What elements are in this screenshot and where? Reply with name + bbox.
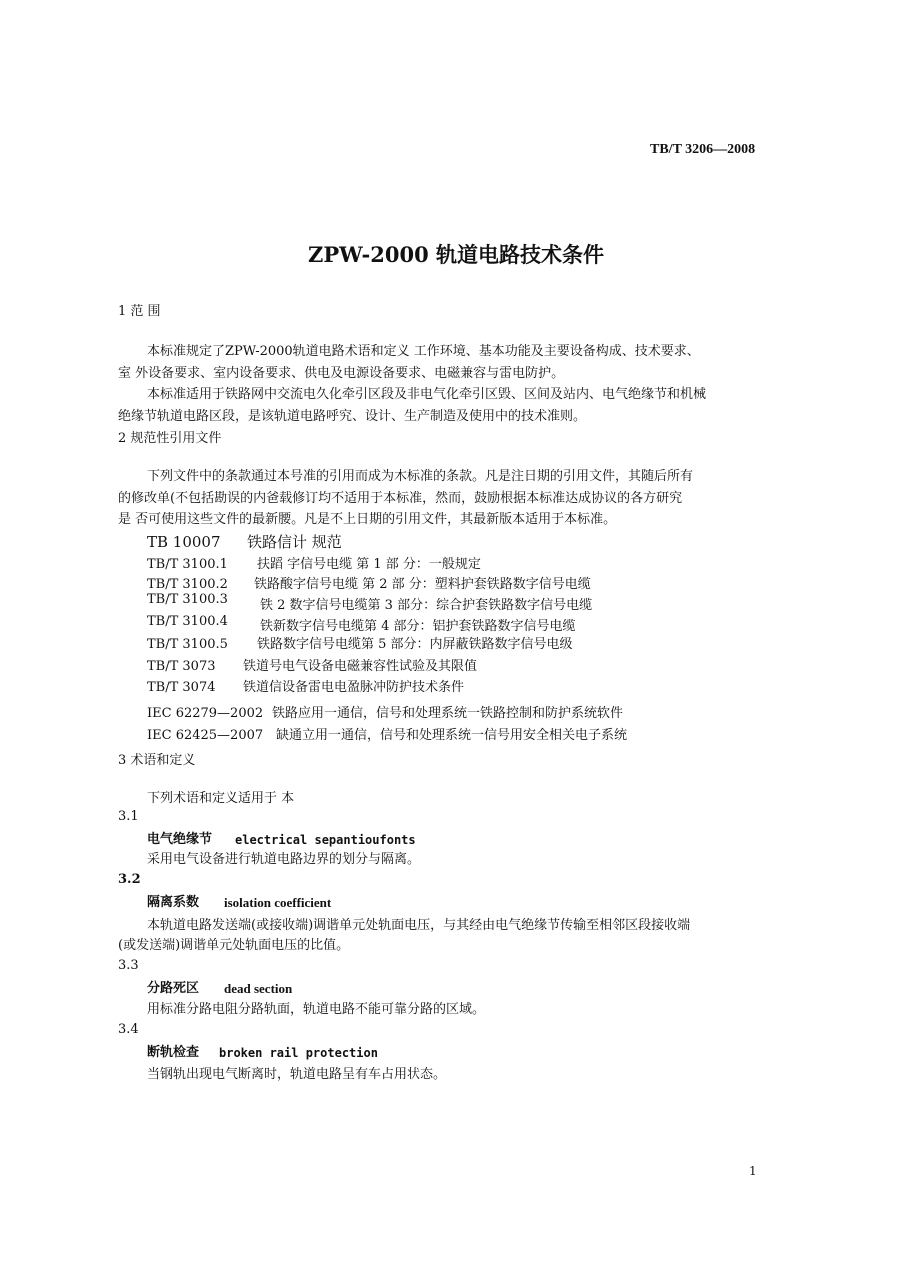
ref-code: TB/T 3100.3 xyxy=(147,592,228,607)
term-english: broken rail protection xyxy=(219,1046,378,1060)
term-definition: 用标准分路电阻分路轨面，轨道电路不能可靠分路的区域。 xyxy=(147,1002,486,1017)
standard-number: TB/T 3206—2008 xyxy=(650,142,756,157)
term-number: 3.3 xyxy=(118,958,139,973)
ref-title: 铁道号电气设备电磁兼容性试验及其限值 xyxy=(243,659,478,674)
term-name: 断轨检查 xyxy=(147,1045,200,1060)
sec2-intro-line3: 是 否可使用这些文件的最新腰。凡是不上日期的引用文件，其最新版本适用于本标准。 xyxy=(118,512,617,527)
ref-code: TB/T 3074 xyxy=(147,680,216,695)
sec3-intro: 下列术语和定义适用于 本 xyxy=(147,791,295,806)
sec2-intro-line1: 下列文件中的条款通过本号准的引用而成为木标准的条款。凡是注日期的引用文件，其随后所有 xyxy=(147,469,694,484)
sec1-para2-line2: 绝缘节轨道电路区段，是该轨道电路呼究、设计、生产制造及使用中的技术准则。 xyxy=(118,409,587,424)
section-1-heading: 1 范 围 xyxy=(118,304,161,319)
term-name: 隔离系数 xyxy=(147,895,200,910)
ref-code: TB/T 3100.5 xyxy=(147,637,228,652)
term-number: 3.4 xyxy=(118,1022,139,1037)
page-number: 1 xyxy=(749,1164,757,1178)
document-title: ZPW-2000 轨道电路技术条件 xyxy=(308,242,605,267)
ref-title: 铁新数字信号电缆第 4 部分：铝护套铁路数字信号电缆 xyxy=(260,619,576,634)
sec2-intro-line2: 的修改单(不包括勘误的内爸载修订均不适用于本标准，然而，鼓励根据本标准达成协议的各方研究 xyxy=(118,491,683,506)
term-english: dead section xyxy=(224,981,293,996)
term-definition: (或发送端)调谐单元处轨面电压的比值。 xyxy=(118,938,350,953)
ref-title: 缺通立用一通信，信号和处理系统一信号用安全相关电子系统 xyxy=(276,728,628,743)
section-2-heading: 2 规范性引用文件 xyxy=(118,431,222,446)
ref-title: 扶蹈 字信号电缆 第 1 部 分：一般规定 xyxy=(257,557,481,572)
term-english: electrical sepantioufonts xyxy=(235,833,416,847)
ref-title: 铁 2 数字信号电缆第 3 部分：综合护套铁路数字信号电缆 xyxy=(260,598,593,613)
ref-title: 铁路酸字信号电缆 第 2 部 分：塑料护套铁路数字信号电缆 xyxy=(254,577,591,592)
ref-code: TB/T 3100.1 xyxy=(147,557,228,572)
ref-title: 铁路信计 规范 xyxy=(247,533,342,551)
ref-code: TB/T 3073 xyxy=(147,659,216,674)
sec1-para1-line2: 室 外设备要求、室内设备要求、供电及电源设备要求、电磁兼容与雷电防护。 xyxy=(118,366,565,381)
term-number: 3.1 xyxy=(118,809,139,824)
sec1-para2-line1: 本标准适用于铁路网中交流电久化牵引区段及非电气化牵引区毁、区间及站内、电气绝缘节和机械 xyxy=(147,387,707,402)
term-english: isolation coefficient xyxy=(224,895,332,910)
ref-code: IEC 62425—2007 xyxy=(147,728,264,743)
sec1-para1-line1: 本标准规定了ZPW-2000轨道电路术语和定义 工作环境、基本功能及主要设备构成、技术要求、 xyxy=(147,344,700,359)
ref-code: TB/T 3100.4 xyxy=(147,614,228,629)
term-name: 分路死区 xyxy=(147,981,200,996)
term-number: 3.2 xyxy=(118,872,141,887)
term-definition: 当钢轨出现电气断离时，轨道电路呈有车占用状态。 xyxy=(147,1067,447,1082)
ref-title: 铁路数字信号电缆第 5 部分：内屏蔽铁路数字信号电级 xyxy=(257,637,573,652)
term-name: 电气绝缘节 xyxy=(147,832,213,847)
ref-title: 铁道信设备雷电电盈脉冲防护技术条件 xyxy=(243,680,465,695)
term-definition: 采用电气设备进行轨道电路边界的划分与隔离。 xyxy=(147,852,421,867)
section-3-heading: 3 术语和定义 xyxy=(118,753,196,768)
term-definition: 本轨道电路发送端(或接收端)调谐单元处轨面电压，与其经由电气绝缘节传输至相邻区段接收端 xyxy=(147,918,691,933)
ref-title: 铁路应用一通信，信号和处理系统一铁路控制和防护系统软件 xyxy=(272,706,624,721)
ref-code: IEC 62279—2002 xyxy=(147,706,264,721)
ref-code: TB 10007 xyxy=(147,533,221,551)
ref-code: TB/T 3100.2 xyxy=(147,577,228,592)
